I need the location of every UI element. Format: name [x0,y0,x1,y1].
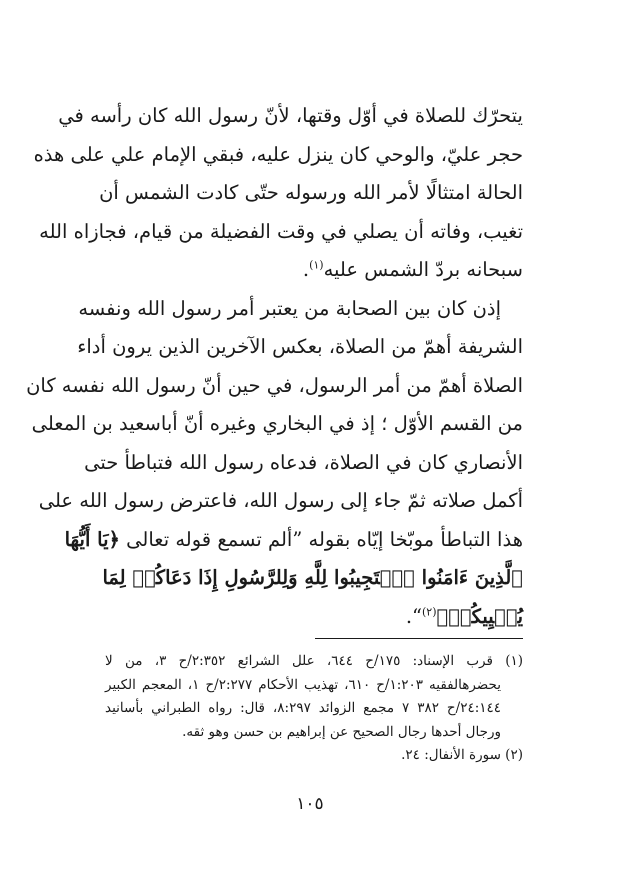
text-line: الشريفة أهمّ من الصلاة، بعكس الآخرين الذين يرون أداء [77,335,523,358]
text-line: الأنصاري كان في الصلاة، فدعاه رسول الله فتباطأ حتى [84,450,523,474]
text-line [105,251,523,290]
footnote-marker-1[interactable]: (١) [309,258,324,272]
text-line: إذن كان بين الصحابة من يعتبر أمر رسول الله ونفسه [78,296,501,320]
text-line [64,521,523,560]
footnote-1-continuation: ٢٤:١٤٤/ح ٣٨٢ ٧ مجمع الزوائد ٨:٢٩٧، قال: رواه الطبراني بأسانيد [105,700,501,716]
footnote-marker-2[interactable]: (٢) [422,605,437,618]
text-line: حجر عليّ، والوحي كان ينزل عليه، فبقي الإمام علي على هذه [33,142,523,166]
text-line: تغيب، وفاته أن يصلي في وقت الفضيلة من قيام، فجازاه الله [39,219,523,243]
footnote-2: (٢) سورة الأنفال: ٢٤. [401,747,523,763]
footnotes [105,650,523,768]
text-line: الصلاة أهمّ من أمر الرسول، في حين أنّ رسول الله نفسه كان [26,373,523,397]
footnote-1-continuation: يحضرهالفقيه ١:٢٠٣/ح ٦١٠، تهذيب الأحكام ٢:٢٧٧/ح ١، المعجم الكبير [105,676,501,693]
line-end-punctuation: . [302,258,310,281]
paragraph-1 [33,97,523,290]
footnote-divider [315,638,523,639]
main-text [26,97,523,636]
paragraph-2 [26,290,523,637]
text-line: أكمل صلاته ثمّ جاء إلى رسول الله، فاعترض رسول الله على [38,489,523,512]
text-line-content: سبحانه بردّ الشمس عليه [323,258,523,281]
text-line [105,598,523,637]
quran-bracket-close: ﴾ [436,604,449,628]
text-line: من القسم الأوّل ؛ إذ في البخاري وغيره أنّ أباسعيد بن المعلى [31,412,523,435]
closing-quote: “. [405,604,422,628]
quran-verse-line: ٱلَّذِينَ ءَامَنُوا ٱسۡتَجِيبُوا لِلَّهِ وَلِلرَّسُولِ إِذَا دَعَاكُمۡ لِمَا [102,566,523,589]
quran-verse-end: يُحۡيِيكُمۡ [448,604,523,628]
text-line-content: هذا التباطأ موبّخا إيّاه بقوله ”ألم تسمع قوله تعالى [126,527,523,551]
quran-verse-open: ﴿يَا أَيُّهَا [64,527,120,551]
text-line: الحالة امتثالًا لأمر الله ورسوله حتّى كادت الشمس أن [99,181,523,204]
text-line: يتحرّك للصلاة في أوّل وقتها، لأنّ رسول الله كان رأسه في [58,104,523,127]
page-number: ١٠٥ [296,794,324,814]
footnote-1: (١) قرب الإسناد: ١٧٥/ح ٦٤٤، علل الشرائع ٢:٣٥٢/ح ٣، من لا [105,653,524,669]
footnote-1-continuation: ورجال أحدها رجال الصحيح عن إبراهيم بن حسن وهو ثقه. [182,723,501,740]
